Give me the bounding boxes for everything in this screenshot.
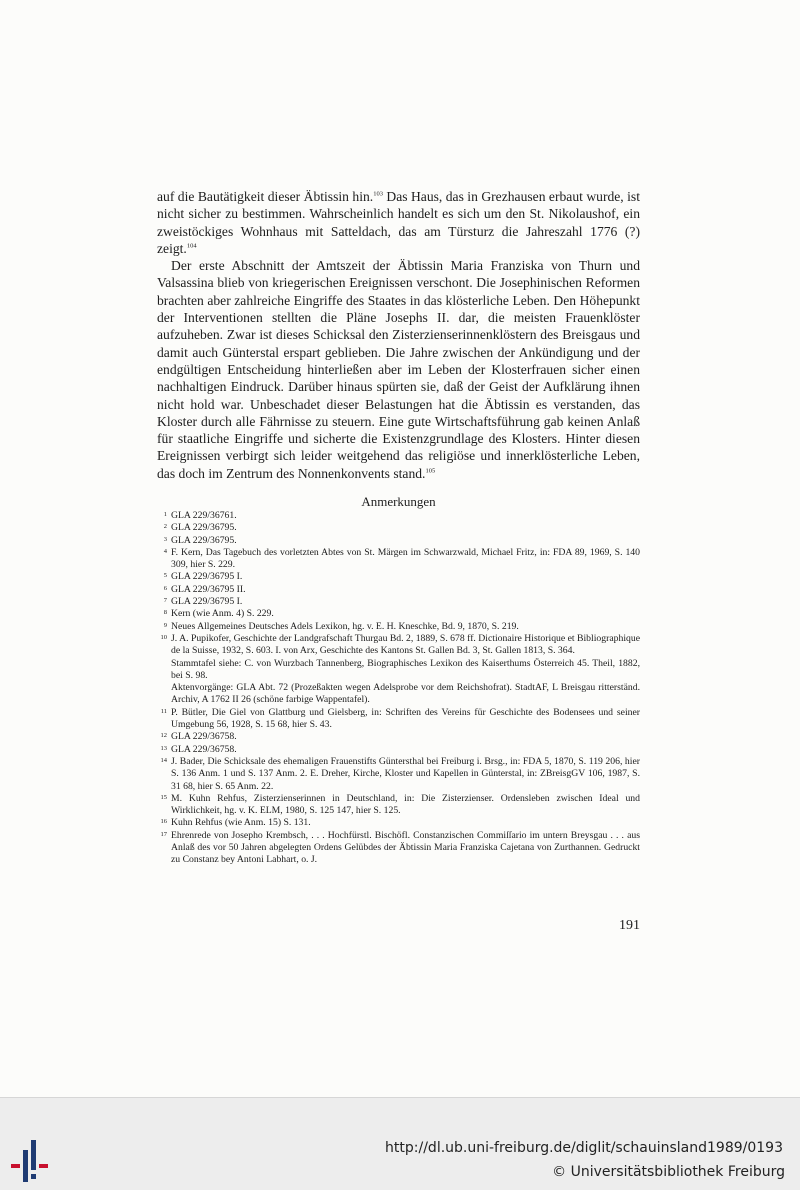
ub-freiburg-logo-icon bbox=[10, 1140, 50, 1182]
note-number: 5 bbox=[163, 572, 167, 580]
note-5 bbox=[160, 571, 640, 583]
note-text: GLA 229/36758. bbox=[171, 743, 237, 755]
note-text: GLA 229/36795 I. bbox=[171, 571, 243, 583]
note-4 bbox=[160, 547, 640, 572]
note-number: 10 bbox=[160, 633, 167, 641]
footnote-ref-105: 105 bbox=[425, 467, 436, 475]
note-number: 7 bbox=[163, 597, 167, 605]
note-text: GLA 229/36795. bbox=[171, 522, 237, 534]
note-16 bbox=[160, 817, 640, 829]
note-text: F. Kern, Das Tagebuch des vorletzten Abtes von St. Märgen im Schwarzwald, Michael Fritz, in: FDA 89, 1969, S. 140 309, hier S. 229. bbox=[171, 546, 640, 571]
note-number: 16 bbox=[160, 818, 167, 826]
footnote-ref-103: 103 bbox=[373, 190, 383, 198]
note-number: 17 bbox=[160, 830, 167, 838]
note-11 bbox=[160, 707, 640, 732]
note-text: GLA 229/36795. bbox=[171, 534, 237, 546]
note-text: P. Bütler, Die Giel von Glattburg und Gielsberg, in: Schriften des Vereins für Geschichte des Bodensees und seiner Umgebung 56, 1928, S. 15 68, hier S. 43. bbox=[171, 706, 640, 731]
note-13 bbox=[160, 744, 640, 756]
note-text: GLA 229/36758. bbox=[171, 731, 237, 743]
note-7 bbox=[160, 596, 640, 608]
note-number: 3 bbox=[163, 535, 167, 543]
note-10 bbox=[160, 633, 640, 707]
note-number: 9 bbox=[163, 621, 167, 629]
note-text: GLA 229/36761. bbox=[171, 510, 237, 521]
paragraph-1-text-b: Das Haus, das in Grezhausen erbaut wurde, ist nicht sicher zu bestimmen. Wahrscheinlich handelt es sich um den St. Nikolaushof, ein zweistöckiges Wohnhaus mit Satteldach, das am Türsturz die Jahreszahl 1776 (?) zeigt. bbox=[157, 189, 640, 256]
body-text bbox=[157, 188, 640, 482]
note-text: GLA 229/36795 I. bbox=[171, 596, 243, 608]
note-text: M. Kuhn Rehfus, Zisterzienserinnen in Deutschland, in: Die Zisterzienser. Ordensleben zwischen Ideal und Wirklichkeit, hg. v. K. ELM, 1980, S. 125 147, hier S. 125. bbox=[171, 792, 640, 817]
note-1 bbox=[160, 510, 640, 522]
paragraph-1-text-a: auf die Bautätigkeit dieser Äbtissin hin. bbox=[157, 189, 374, 204]
note-number: 2 bbox=[163, 523, 167, 531]
paragraph-2-text: Der erste Abschnitt der Amtszeit der Äbtissin Maria Franziska von Thurn und Valsassina blieb von kriegerischen Ereignissen verschont. Die Josephinischen Reformen brachten aber zahlreiche Eingriffe des Staates in das klösterliche Leben. Den Höhepunkt der Interventionen stellten die Pläne Josephs II. dar, die meisten Frauenklöster aufzuheben. Zwar ist dieses Schicksal den Zisterzienserinnenklöstern des Breisgaus und damit auch Günterstal erspart geblieben. Die Jahre zwischen der Ankündigung und der endgültigen Entscheidung hinterließen aber im Leben der Klosterfrauen sicher einen nachhaltigen Eindruck. Darüber hinaus spürten sie, daß der Geist der Aufklärung ihnen nicht hold war. Unbeschadet dieser Belastungen hat die Äbtissin es verstanden, das Kloster durch alle Fährnisse zu steuern. Eine gute Wirtschaftsführung gab keinen Anlaß für staatliche Eingriffe und sicherte die Existenzgrundlage des Klosters. Hinter diesen Ereignissen verbirgt sich leider weitgehend das religiöse und innerklösterliche Leben, das doch im Zentrum des Nonnenkonvents stand. bbox=[157, 258, 640, 481]
note-number: 13 bbox=[160, 744, 167, 752]
note-number: 8 bbox=[163, 609, 167, 617]
note-number: 12 bbox=[160, 732, 167, 740]
note-17 bbox=[160, 830, 640, 867]
note-3 bbox=[160, 535, 640, 547]
note-2 bbox=[160, 522, 640, 534]
note-number: 15 bbox=[160, 793, 167, 801]
notes-heading: Anmerkungen bbox=[361, 494, 436, 509]
note-text: Ehrenrede von Josepho Krembsch, . . . Hochfürstl. Bischöfl. Constanzischen Commiſſario im untern Breysgau . . . aus Anlaß des vor 50 Jahren abgelegten Ordens Gelübdes der Äbtissin Maria Franziska Cajetana von Zurthannen. Gedruckt zu Constanz bey Antoni Labhart, o. J. bbox=[171, 829, 640, 866]
note-8 bbox=[160, 608, 640, 620]
viewer-footer bbox=[0, 1097, 800, 1190]
note-number: 6 bbox=[163, 584, 167, 592]
note-text: Kern (wie Anm. 4) S. 229. bbox=[171, 608, 274, 620]
note-number: 4 bbox=[163, 547, 167, 555]
footnote-ref-104: 104 bbox=[186, 242, 197, 250]
note-text: J. A. Pupikofer, Geschichte der Landgrafschaft Thurgau Bd. 2, 1889, S. 678 ff. Dictionaire Historique et Bibliographique de la Suisse, 1932, S. 603. I. von Arx, Geschichte des Kantons St. Gallen Bd. 3, St. Gallen 1813, S. 364. bbox=[171, 632, 640, 657]
note-6 bbox=[160, 584, 640, 596]
paragraph-2 bbox=[157, 257, 640, 482]
note-12 bbox=[160, 731, 640, 743]
note-text: GLA 229/36795 II. bbox=[171, 583, 246, 595]
note-text-extra: Aktenvorgänge: GLA Abt. 72 (Prozeßakten wegen Adelsprobe vor dem Reichshofrat). StadtAF, L Breisgau ritterständ. Archiv, A 1762 II 26 (schöne farbige Wappentafel). bbox=[171, 682, 640, 706]
note-text-extra: Stammtafel siehe: C. von Wurzbach Tannenberg, Biographisches Lexikon des Kaiserthums Österreich 45. Theil, 1882, bei S. 98. bbox=[171, 657, 640, 681]
note-number: 1 bbox=[163, 511, 167, 518]
page-number: 191 bbox=[619, 918, 640, 933]
note-9 bbox=[160, 621, 640, 633]
note-15 bbox=[160, 793, 640, 818]
note-text: J. Bader, Die Schicksale des ehemaligen Frauenstifts Güntersthal bei Freiburg i. Brsg., in: FDA 5, 1870, S. 119 206, hier S. 136 Anm. 1 und S. 137 Anm. 2. E. Dreher, Kirche, Kloster und Kapellen in Günterstal, in: ZBreisgGV 106, 1987, S. 31 68, hier S. 65 Anm. 22. bbox=[171, 755, 640, 792]
note-number: 11 bbox=[160, 707, 167, 715]
note-text: Kuhn Rehfus (wie Anm. 15) S. 131. bbox=[171, 817, 311, 829]
note-text: Neues Allgemeines Deutsches Adels Lexikon, hg. v. E. H. Kneschke, Bd. 9, 1870, S. 219. bbox=[171, 620, 519, 632]
paragraph-1 bbox=[157, 188, 640, 257]
notes-list bbox=[160, 510, 640, 867]
source-url-link[interactable]: http://dl.ub.uni-freiburg.de/diglit/schauinsland1989/0193 bbox=[385, 1140, 783, 1156]
copyright-text: © Universitätsbibliothek Freiburg bbox=[552, 1164, 785, 1180]
note-14 bbox=[160, 756, 640, 793]
note-number: 14 bbox=[160, 756, 167, 764]
